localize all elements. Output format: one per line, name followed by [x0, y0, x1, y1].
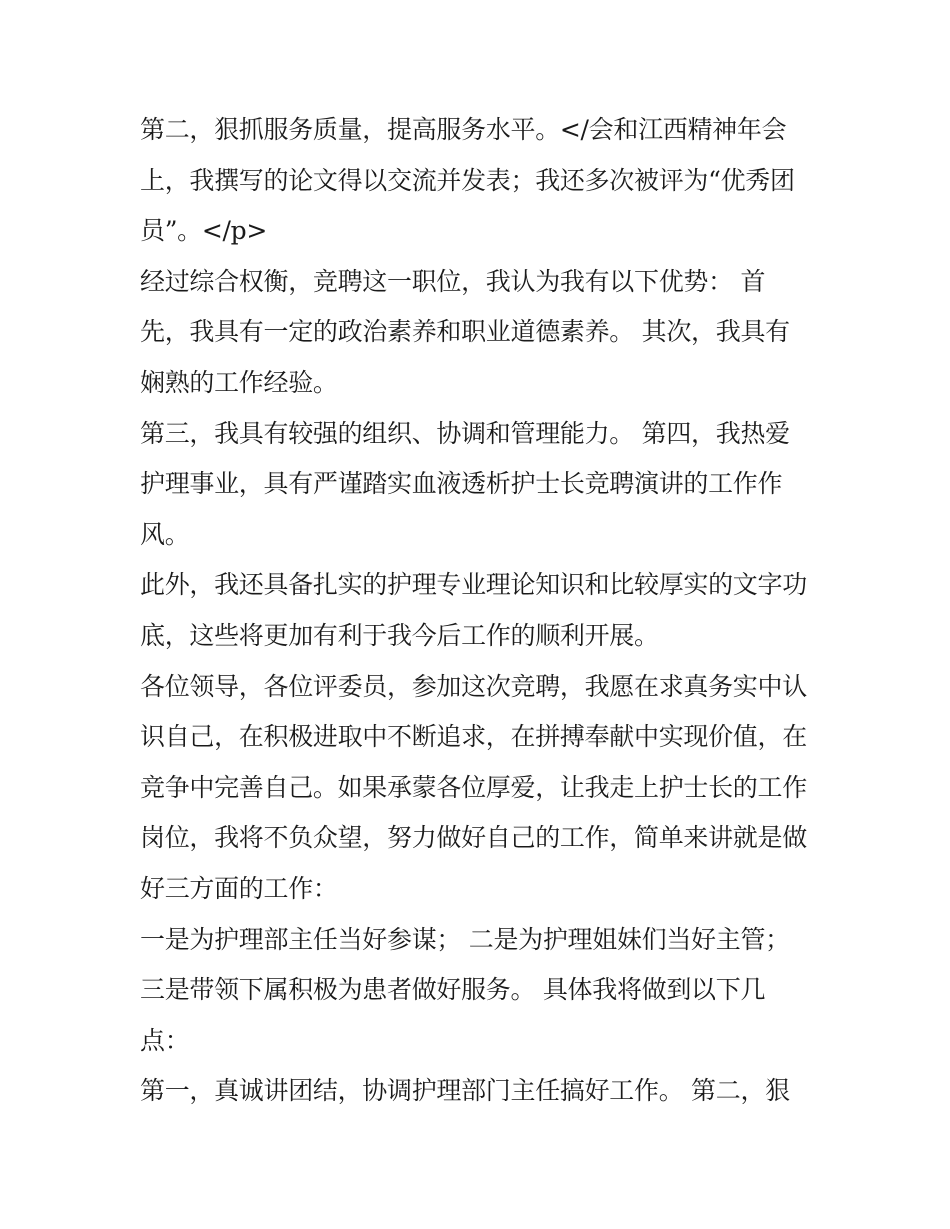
text-line: 底，这些将更加有利于我今后工作的顺利开展。 [140, 620, 659, 650]
text-line: 经过综合权衡，竞聘这一职位，我认为我有以下优势： 首 [140, 266, 766, 296]
text-line: 护理事业，具有严谨踏实血液透析护士长竞聘演讲的工作作 [140, 469, 783, 499]
text-line: 此外，我还具备扎实的护理专业理论知识和比较厚实的文字功 [140, 570, 807, 600]
text-line: 风。 [140, 519, 190, 549]
text-line: 第三，我具有较强的组织、协调和管理能力。 第四，我热爱 [140, 418, 790, 448]
text-line: 好三方面的工作： [140, 873, 338, 903]
text-line: 第二，狠抓服务质量，提高服务水平。</会和江西精神年会 [140, 115, 787, 144]
text-line: 各位领导，各位评委员，参加这次竞聘，我愿在求真务实中认 [140, 671, 807, 701]
text-line: 上，我撰写的论文得以交流并发表；我还多次被评为“优秀团 [140, 165, 795, 195]
text-line: 一是为护理部主任当好参谋； 二是为护理姐妹们当好主管； [140, 924, 790, 954]
text-line: 先，我具有一定的政治素养和职业道德素养。 其次，我具有 [140, 317, 790, 347]
text-line: 竞争中完善自己。如果承蒙各位厚爱，让我走上护士长的工作 [140, 772, 807, 802]
text-line: 点： [140, 1025, 190, 1055]
document-page [140, 105, 840, 1117]
text-line: 识自己，在积极进取中不断追求，在拼搏奉献中实现价值，在 [140, 722, 807, 752]
text-line: 三是带领下属积极为患者做好服务。 具体我将做到以下几 [140, 975, 766, 1005]
text-line: 员”。</p> [140, 216, 268, 246]
text-line: 娴熟的工作经验。 [140, 367, 338, 397]
text-line: 岗位，我将不负众望，努力做好自己的工作，简单来讲就是做 [140, 823, 807, 853]
text-line: 第一，真诚讲团结，协调护理部门主任搞好工作。 第二，狠 [140, 1076, 790, 1106]
